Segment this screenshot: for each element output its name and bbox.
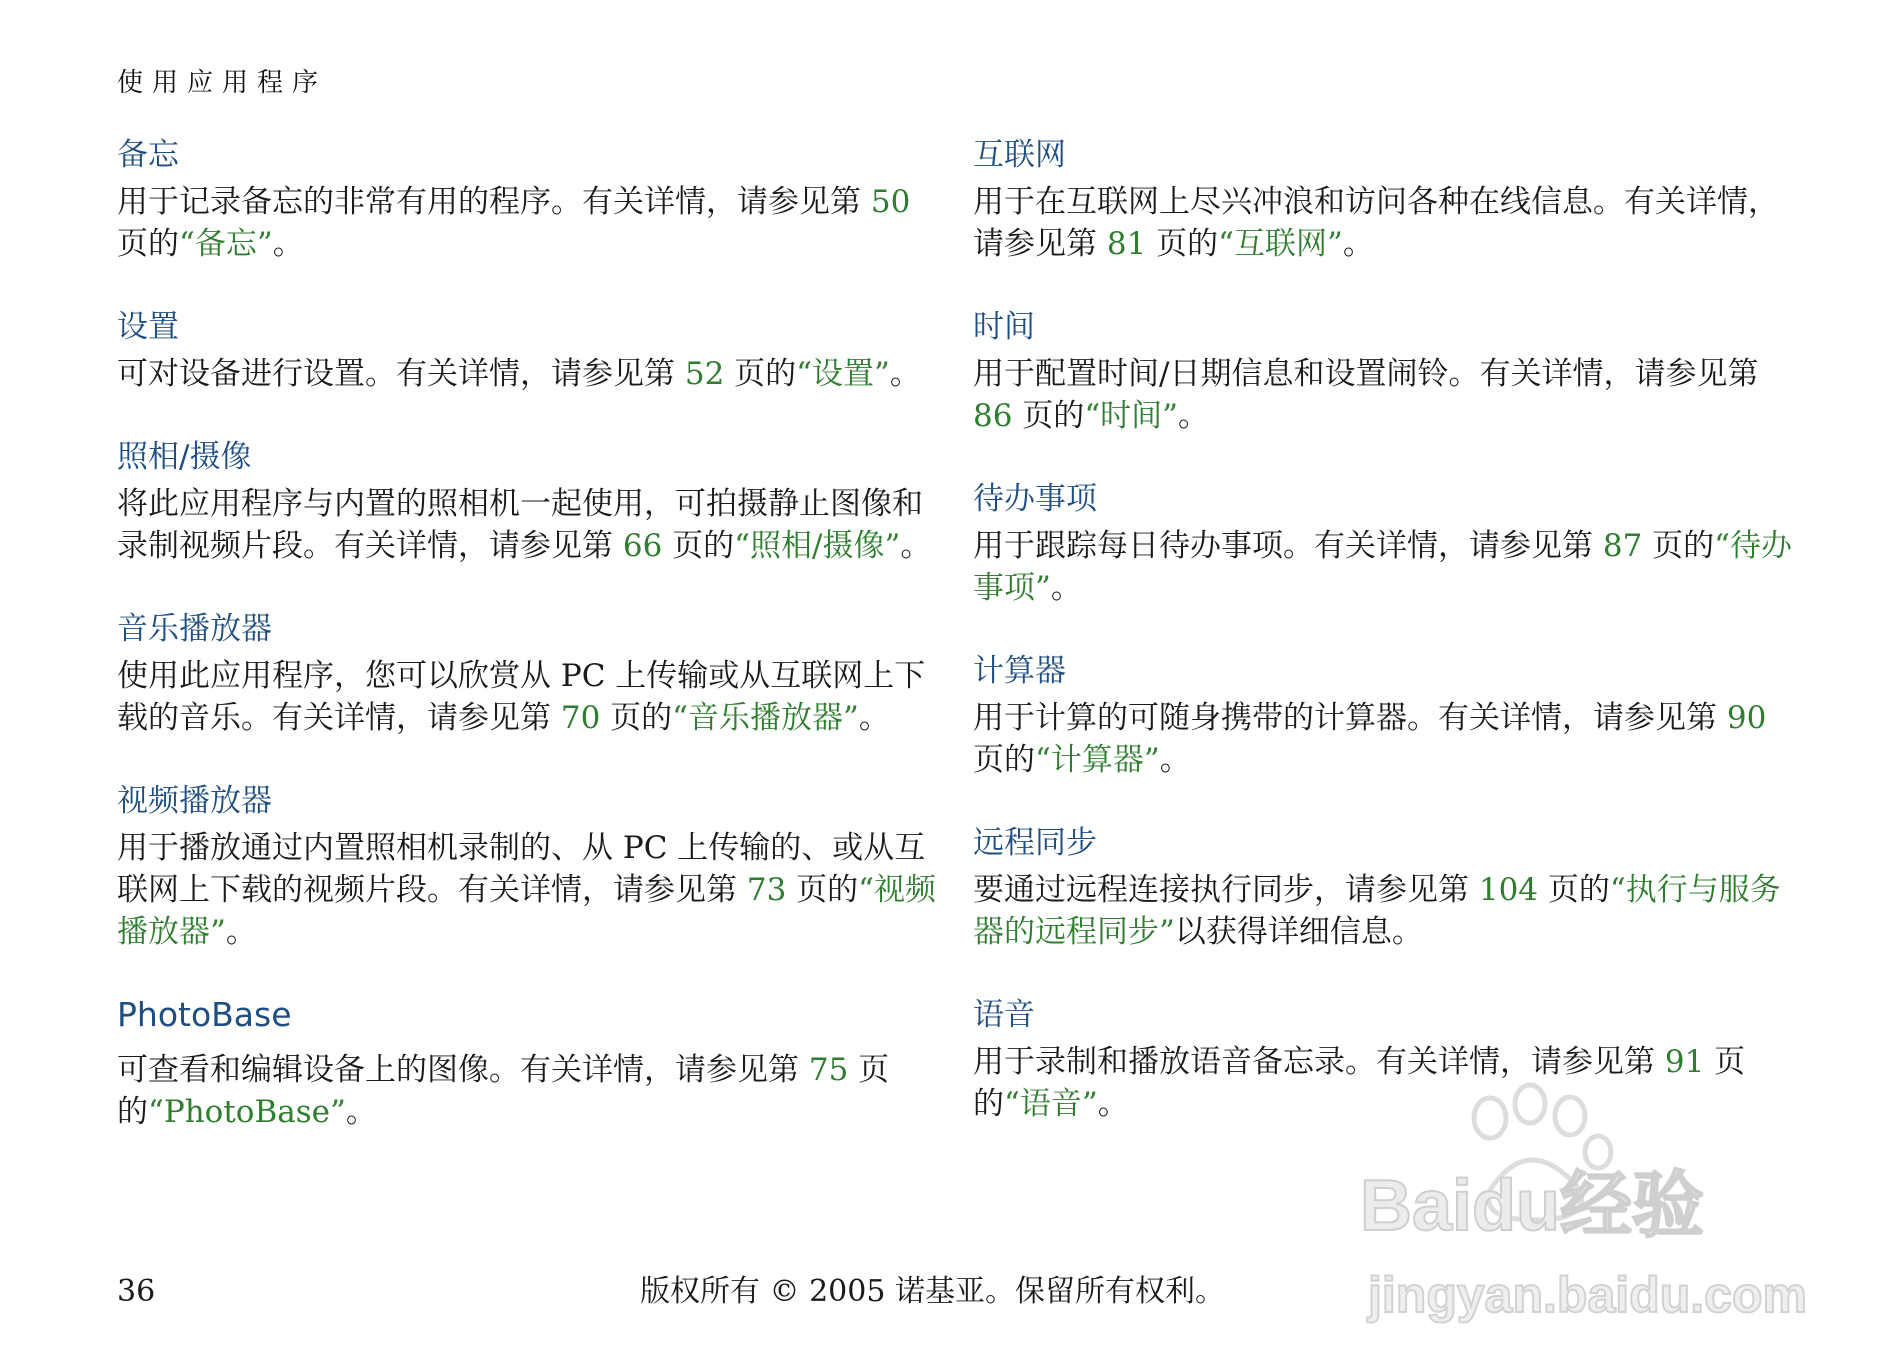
section-title: 照相/摄像: [117, 439, 252, 475]
section-description: 可查看和编辑设备上的图像。有关详情，请参见第 75 页的“PhotoBase”。: [117, 1052, 890, 1130]
cross-reference-link[interactable]: “时间”: [1084, 398, 1179, 434]
page-ref: 90: [1726, 700, 1767, 736]
section-music-player: [117, 607, 937, 739]
section-title: 设置: [117, 309, 179, 345]
section-title: 互联网: [973, 137, 1066, 173]
section-description: 要通过远程连接执行同步，请参见第 104 页的“执行与服务器的远程同步”以获得详细信息。: [973, 872, 1781, 950]
cross-reference-link[interactable]: “互联网”: [1218, 226, 1343, 262]
section-title: 计算器: [973, 653, 1066, 689]
section-calculator: [973, 649, 1793, 781]
section-remote-sync: [973, 821, 1793, 953]
page-number: 36: [117, 1274, 156, 1309]
section-description: 用于记录备忘的非常有用的程序。有关详情，请参见第 50 页的“备忘”。: [117, 184, 911, 262]
cross-reference-link[interactable]: “计算器”: [1035, 742, 1160, 778]
section-description: 用于配置时间/日期信息和设置闹铃。有关详情，请参见第 86 页的“时间”。: [973, 356, 1759, 434]
page-ref: 87: [1602, 528, 1643, 564]
section-title: 远程同步: [973, 825, 1097, 861]
page-ref: 91: [1664, 1044, 1705, 1080]
section-memo: [117, 133, 937, 265]
section-description: 用于计算的可随身携带的计算器。有关详情，请参见第 90 页的“计算器”。: [973, 700, 1767, 778]
section-settings: [117, 305, 937, 395]
page-ref: 86: [973, 398, 1013, 434]
section-description: 用于在互联网上尽兴冲浪和访问各种在线信息。有关详情，请参见第 81 页的“互联网”。: [973, 184, 1779, 262]
section-description: 将此应用程序与内置的照相机一起使用，可拍摄静止图像和录制视频片段。有关详情，请参见第 66 页的“照相/摄像”。: [117, 486, 932, 564]
page-ref: 73: [746, 872, 787, 908]
section-title: 待办事项: [973, 481, 1097, 517]
watermark-url: jingyan.baidu.com: [1368, 1267, 1807, 1323]
section-photobase: [117, 993, 937, 1133]
watermark-brand: Baidu经验: [1360, 1166, 1705, 1246]
page-ref: 50: [870, 184, 911, 220]
page-ref: 104: [1478, 872, 1539, 908]
page-ref: 75: [808, 1052, 849, 1088]
cross-reference-link[interactable]: “设置”: [796, 356, 890, 392]
section-description: 使用此应用程序，您可以欣赏从 PC 上传输或从互联网上下载的音乐。有关详情，请参见第 70 页的“音乐播放器”。: [117, 658, 926, 736]
section-time: [973, 305, 1793, 437]
right-column: [973, 133, 1793, 1165]
section-voice: [973, 993, 1793, 1125]
page-ref: 70: [560, 700, 601, 736]
section-camera: [117, 435, 937, 567]
section-video-player: [117, 779, 937, 953]
section-title: 备忘: [117, 137, 179, 173]
cross-reference-link[interactable]: “语音”: [1004, 1086, 1098, 1122]
copyright-notice: 版权所有 © 2005 诺基亚。保留所有权利。: [640, 1274, 1225, 1309]
section-description: 用于跟踪每日待办事项。有关详情，请参见第 87 页的“待办事项”。: [973, 528, 1793, 606]
cross-reference-link[interactable]: “备忘”: [179, 226, 273, 262]
page-ref: 81: [1106, 226, 1147, 262]
page-ref: 66: [622, 528, 663, 564]
section-description: 用于播放通过内置照相机录制的、从 PC 上传输的、或从互联网上下载的视频片段。有关详情，请参见第 73 页的“视频播放器”。: [117, 830, 937, 950]
cross-reference-link[interactable]: “音乐播放器”: [672, 700, 859, 736]
section-title: 视频播放器: [117, 783, 272, 819]
section-title: 音乐播放器: [117, 611, 272, 647]
cross-reference-link[interactable]: “待办事项”: [973, 528, 1793, 606]
cross-reference-link[interactable]: “PhotoBase”: [148, 1094, 346, 1130]
section-description: 可对设备进行设置。有关详情，请参见第 52 页的“设置”。: [117, 356, 921, 392]
section-description: 用于录制和播放语音备忘录。有关详情，请参见第 91 页的“语音”。: [973, 1044, 1746, 1122]
section-title: PhotoBase: [117, 995, 292, 1034]
section-title: 语音: [973, 997, 1035, 1033]
cross-reference-link[interactable]: “照相/摄像”: [734, 528, 901, 564]
cross-reference-link[interactable]: “视频播放器”: [117, 872, 937, 950]
page-ref: 52: [684, 356, 725, 392]
running-header: 使用应用程序: [117, 68, 328, 98]
section-todo: [973, 477, 1793, 609]
left-column: [117, 133, 937, 1173]
section-internet: [973, 133, 1793, 265]
section-title: 时间: [973, 309, 1035, 345]
cross-reference-link[interactable]: “执行与服务器的远程同步”: [973, 872, 1781, 950]
